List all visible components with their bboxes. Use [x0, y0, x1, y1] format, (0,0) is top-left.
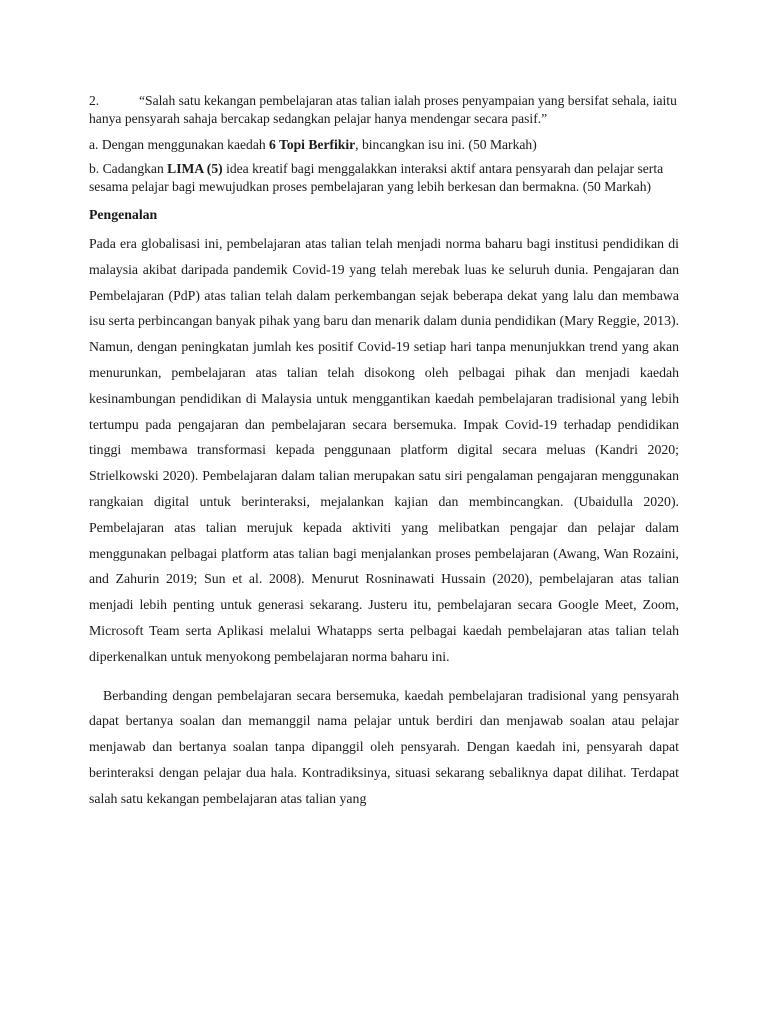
section-heading: Pengenalan [89, 207, 158, 222]
part-a-suffix: , bincangkan isu ini. (50 Markah) [355, 137, 537, 152]
part-b-bold: LIMA (5) [167, 161, 223, 176]
part-a-prefix: a. Dengan menggunakan kaedah [89, 137, 270, 152]
document-page [89, 92, 679, 812]
question-quote: “Salah satu kekangan pembelajaran atas talian ialah proses penyampaian yang bersifat sehala, iaitu hanya pensyarah sahaja bercakap sedangkan pelajar hanya mendengar secara pasif.” [89, 93, 677, 126]
paragraph-1: Pada era globalisasi ini, pembelajaran atas talian telah menjadi norma baharu bagi institusi pendidikan di malaysia akibat daripada pandemik Covid-19 yang telah merebak luas ke seluruh dunia. Pengajaran dan Pembelajaran (PdP) atas talian telah dalam perkembangan sejak beberapa dekat yang lalu dan membawa isu serta perbincangan banyak pihak yang baru dan menarik dalam dunia pendidikan (Mary Reggie, 2013). Namun, dengan peningkatan jumlah kes positif Covid-19 setiap hari tanpa menunjukkan trend yang akan menurunkan, pembelajaran atas talian telah disokong oleh pelbagai pihak dan menjadi kaedah kesinambungan pendidikan di Malaysia untuk menggantikan kaedah pembelajaran tradisional yang lebih tertumpu pada pengajaran dan pembelajaran secara bersemuka. Impak Covid-19 terhadap pendidikan tinggi membawa transformasi kepada penggunaan platform digital secara meluas (Kandri 2020; Strielkowski 2020). Pembelajaran dalam talian merupakan satu siri pengalaman pengajaran menggunakan rangkaian digital untuk berinteraksi, mejalankan kajian dan membincangkan. (Ubaidulla 2020). Pembelajaran atas talian merujuk kepada aktiviti yang melibatkan pengajar dan pelajar dalam menggunakan pelbagai platform atas talian bagi menjalankan proses pembelajaran (Awang, Wan Rozaini, and Zahurin 2019; Sun et al. 2008). Menurut Rosninawati Hussain (2020), pembelajaran atas talian menjadi lebih penting untuk generasi sekarang. Justeru itu, pembelajaran secara Google Meet, Zoom, Microsoft Team serta Aplikasi melalui Whatapps serta pelbagai kaedah pembelajaran atas talian telah diperkenalkan untuk menyokong pembelajaran norma baharu ini. [89, 236, 680, 664]
paragraph-2: Berbanding dengan pembelajaran secara bersemuka, kaedah pembelajaran tradisional yang pensyarah dapat bertanya soalan dan memanggil nama pelajar untuk berdiri dan menjawab soalan atau pelajar menjawab dan bertanya soalan tanpa dipanggil oleh pensyarah. Dengan kaedah ini, pensyarah dapat berinteraksi dengan pelajar dua hala. Kontradiksinya, situasi sekarang sebaliknya dapat dilihat. Terdapat salah satu kekangan pembelajaran atas talian yang [89, 687, 679, 806]
part-b-prefix: b. Cadangkan [89, 161, 168, 176]
question-2 [89, 92, 679, 128]
question-part-b [89, 160, 679, 196]
part-b-suffix: idea kreatif bagi menggalakkan interaksi aktif antara pensyarah dan pelajar serta sesama pelajar bagi mewujudkan proses pembelajaran yang lebih berkesan dan bermakna. (50 Markah) [89, 161, 664, 194]
question-number: 2. [89, 93, 100, 108]
question-part-a [89, 136, 679, 154]
part-a-bold: 6 Topi Berfikir [269, 137, 356, 152]
